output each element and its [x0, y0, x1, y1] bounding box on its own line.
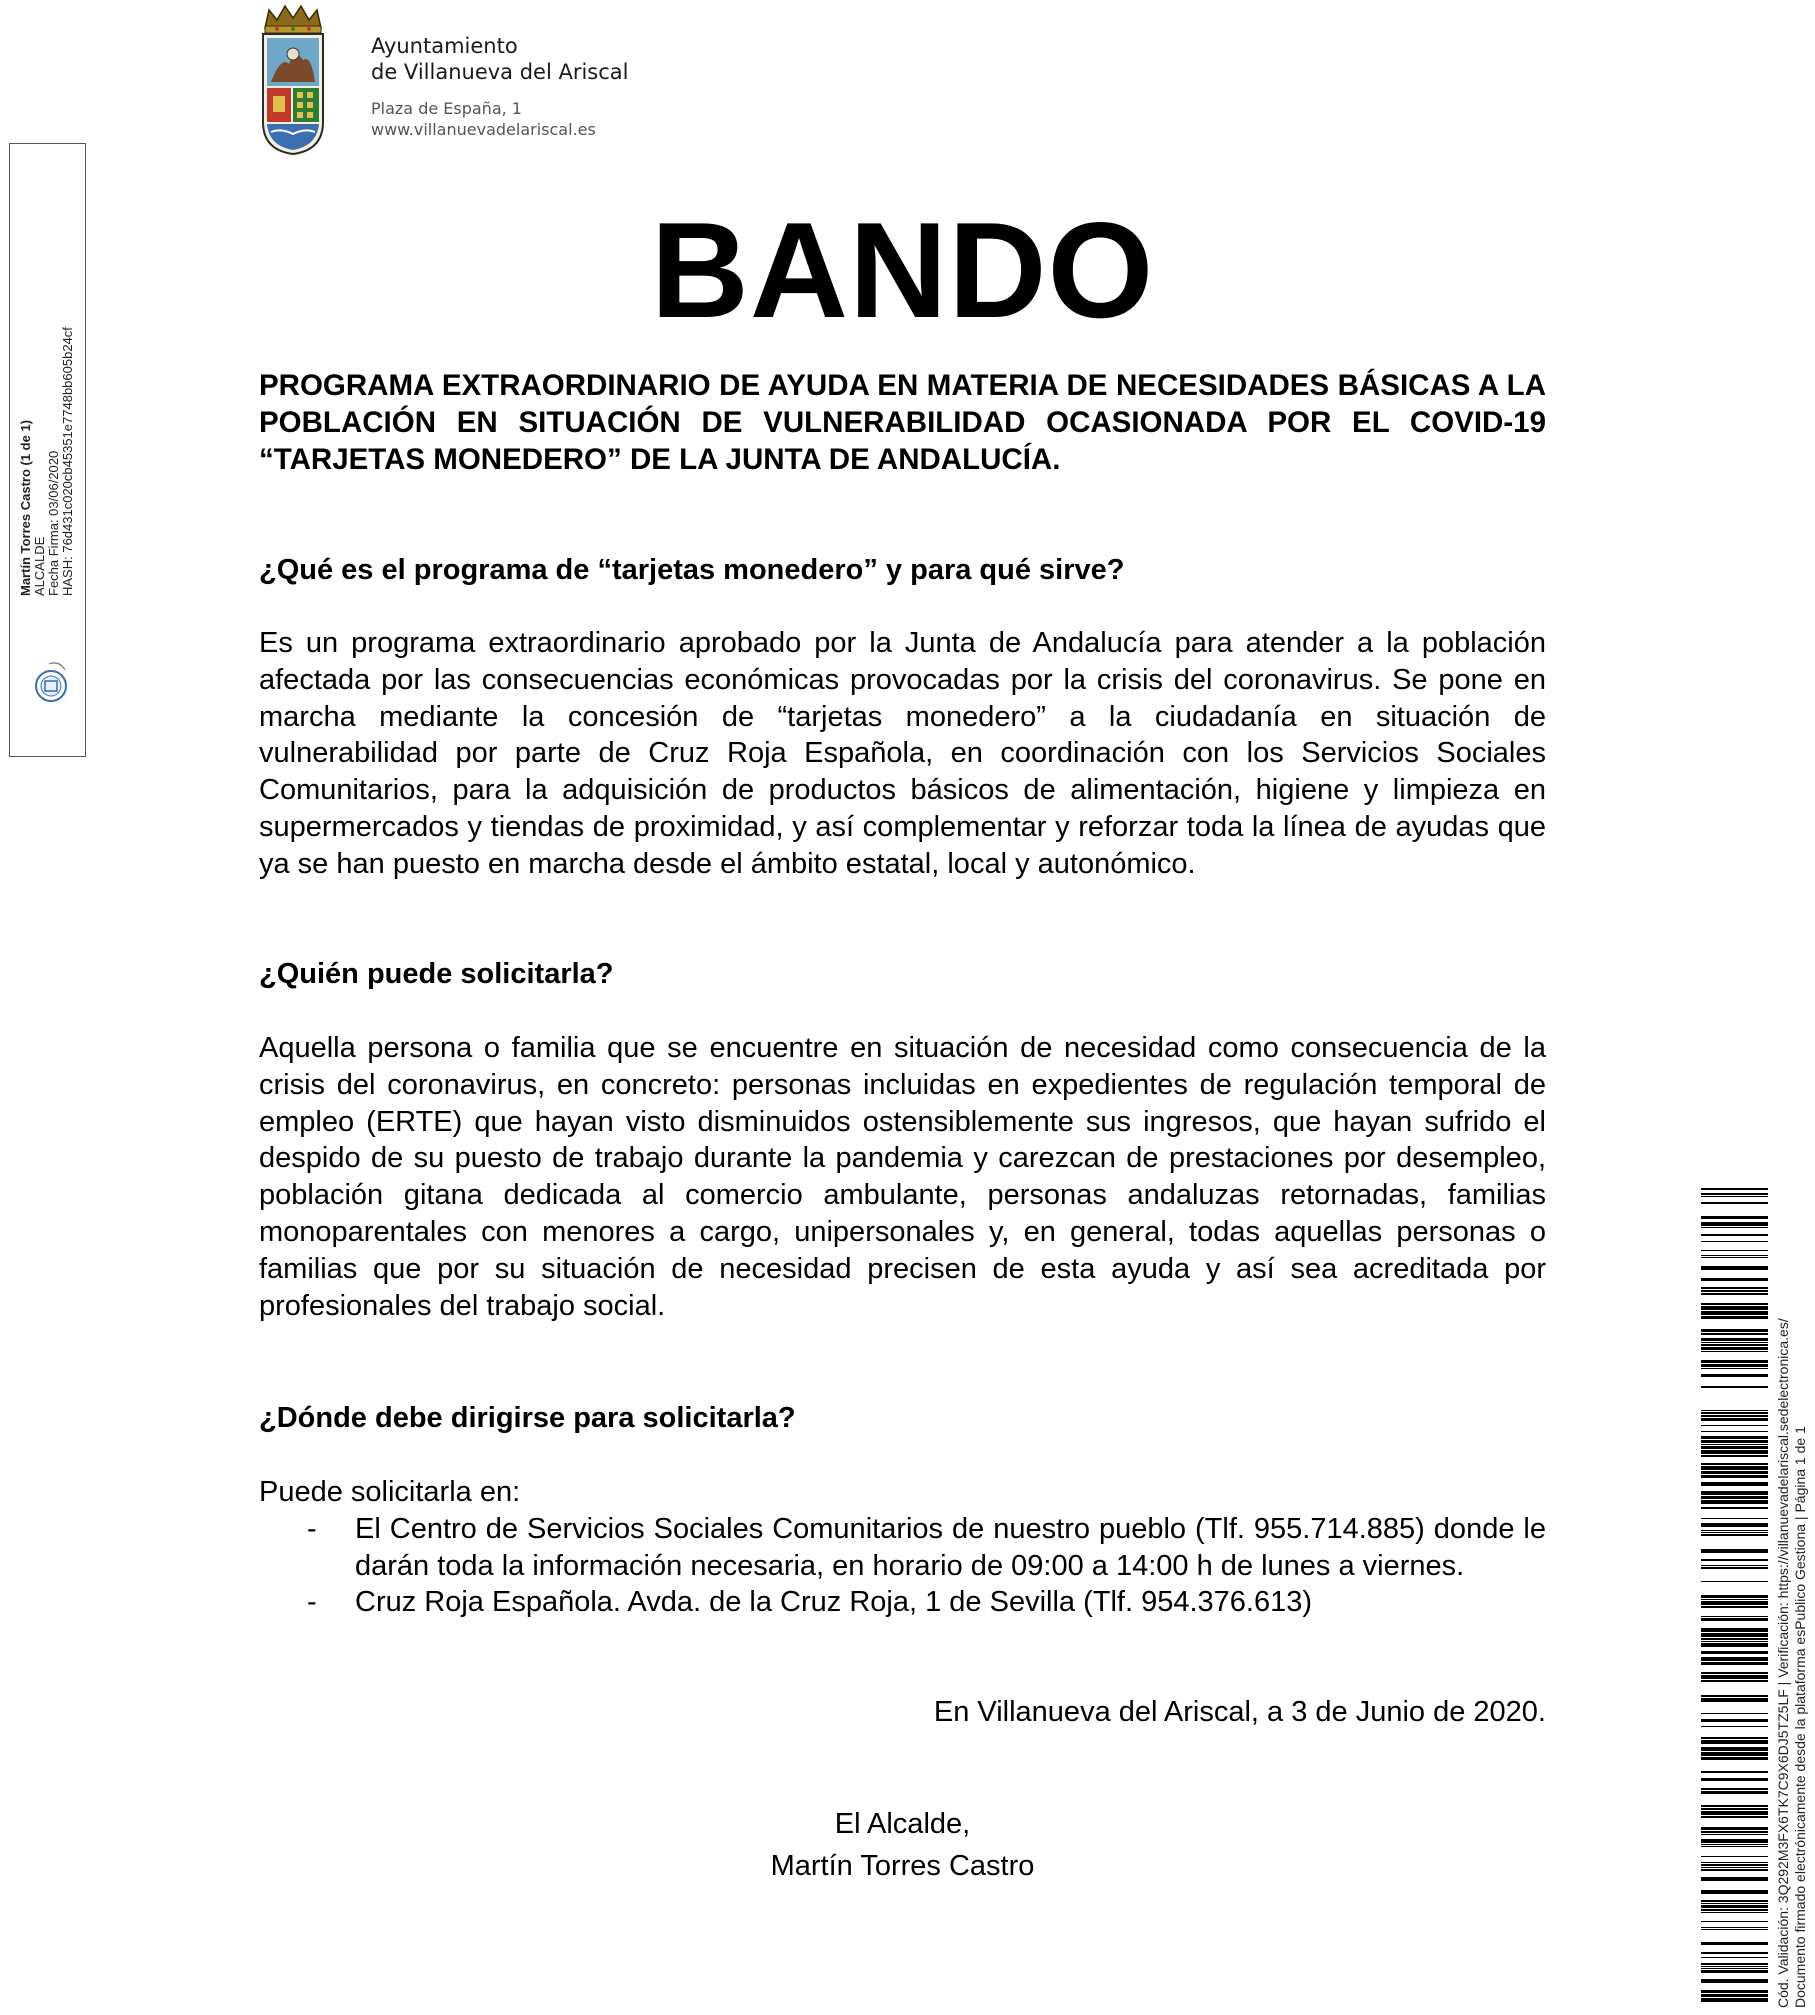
barcode-bar — [1701, 1890, 1768, 1894]
barcode-bar — [1701, 1250, 1768, 1251]
barcode-bar — [1701, 1834, 1768, 1835]
barcode-bar — [1701, 1680, 1768, 1682]
barcode-bar — [1701, 1672, 1768, 1674]
barcode-bar — [1701, 1347, 1768, 1350]
barcode-bar — [1701, 1196, 1768, 1197]
barcode-bar — [1701, 1903, 1768, 1904]
barcode-bar — [1701, 1444, 1768, 1445]
barcode-bar — [1701, 1559, 1768, 1561]
coat-of-arms-icon — [259, 4, 327, 156]
barcode-bar — [1701, 1737, 1768, 1739]
org-website: www.villanuevadelariscal.es — [371, 120, 596, 139]
barcode-bar — [1701, 1565, 1768, 1566]
barcode-bar — [1701, 1241, 1768, 1242]
barcode-bar — [1701, 1507, 1768, 1509]
list-item — [259, 1584, 1546, 1621]
signature-date: Fecha Firma: 03/06/2020 — [46, 450, 61, 596]
verification-line1: Cód. Validación: 3Q292M3FX6TK7C9X6DJ5TZ5LF | Verificación: https://villanuevadelariscal.sedelectronica.es/ — [1775, 1318, 1791, 2008]
section-paragraph-what: Es un programa extraordinario aprobado por la Junta de Andalucía para atender a la población afectada por las consecuencias económicas provocadas por la crisis del coronavirus. Se pone en marcha mediante la concesión de “tarjetas monedero” a la ciudadanía en situación de vulnerabilidad por parte de Cruz Roja Española, en coordinación con los Servicios Sociales Comunitarios, para la adquisición de productos básicos de alimentación, higiene y limpieza en supermercados y tiendas de proximidad, y así complementar y reforzar toda la línea de ayudas que ya se han puesto en marcha desde el ámbito estatal, local y autonómico. — [259, 627, 1546, 880]
barcode-bar — [1701, 1726, 1768, 1727]
barcode-bar — [1701, 1952, 1768, 1954]
barcode-bar — [1701, 1342, 1768, 1343]
barcode-bar — [1701, 1827, 1768, 1830]
barcode-bar — [1701, 1410, 1768, 1411]
barcode-bar — [1701, 1816, 1768, 1818]
barcode-bar — [1701, 1581, 1768, 1582]
barcode-bar — [1701, 1778, 1768, 1781]
barcode-bar — [1701, 1963, 1768, 1965]
barcode-bar — [1701, 1839, 1768, 1843]
list-item — [259, 1511, 1546, 1585]
barcode-bar — [1701, 1844, 1768, 1845]
barcode-bar — [1701, 1425, 1768, 1426]
barcode-bar — [1701, 1927, 1768, 1928]
barcode-bar — [1701, 1266, 1768, 1270]
barcode-bar — [1701, 1864, 1768, 1866]
org-name-line2: de Villanueva del Ariscal — [371, 60, 629, 84]
barcode-bar — [1701, 1257, 1768, 1258]
barcode-bar — [1701, 1788, 1768, 1790]
barcode-bar — [1701, 1364, 1768, 1367]
barcode-bar — [1701, 1475, 1768, 1478]
where-options-list — [259, 1511, 1546, 1621]
barcode-bar — [1701, 1998, 1768, 2002]
barcode-bar — [1701, 1374, 1768, 1377]
option-text: El Centro de Servicios Sociales Comunitarios de nuestro pueblo (Tlf. 955.714.885) donde le darán toda la información necesaria, en horario de 09:00 a 14:00 h de lunes a viernes. — [355, 1512, 1546, 1582]
date-line: En Villanueva del Ariscal, a 3 de Junio de 2020. — [933, 1696, 1546, 1728]
barcode-bar — [1701, 1757, 1768, 1760]
barcode-bar — [1701, 1202, 1768, 1204]
barcode-bar — [1701, 1808, 1768, 1810]
barcode-bar — [1701, 1222, 1768, 1226]
barcode-bar — [1701, 1471, 1768, 1474]
barcode-bar — [1701, 1990, 1768, 1993]
barcode-bar — [1701, 1877, 1768, 1881]
barcode-bar — [1701, 1805, 1768, 1807]
barcode-bar — [1701, 1450, 1768, 1454]
barcode-bar — [1701, 1771, 1768, 1773]
barcode-bar — [1701, 1216, 1768, 1219]
barcode-bar — [1701, 1966, 1768, 1967]
org-address: Plaza de España, 1 — [371, 99, 522, 118]
barcode-bar — [1701, 1979, 1768, 1983]
barcode-bar — [1701, 1227, 1768, 1228]
barcode-bar — [1701, 1455, 1768, 1457]
barcode-bar — [1701, 1415, 1768, 1417]
section-question-where: ¿Dónde debe dirigirse para solicitarla? — [259, 1402, 796, 1434]
barcode-bar — [1701, 1567, 1768, 1569]
signature-name: Martín Torres Castro — [770, 1850, 1035, 1882]
signer-name: Martín Torres Castro (1 de 1) — [18, 419, 33, 596]
verification-line2: Documento firmado electrónicamente desde la plataforma esPublico Gestiona | Página 1 de 1 — [1792, 1426, 1808, 2008]
barcode-bar — [1701, 1909, 1768, 1911]
barcode-bar — [1701, 1638, 1768, 1640]
barcode-bar — [1701, 1968, 1768, 1969]
barcode-bar — [1701, 1344, 1768, 1346]
barcode-icon — [1701, 1188, 1768, 2015]
program-heading: PROGRAMA EXTRAORDINARIO DE AYUDA EN MATERIA DE NECESIDADES BÁSICAS A LA POBLACIÓN EN SITUACIÓN DE VULNERABILIDAD OCASIONADA POR EL COVID-19 “TARJETAS MONEDERO” DE LA JUNTA DE ANDALUCÍA. — [259, 369, 1546, 476]
section-paragraph-who: Aquella persona o familia que se encuentre en situación de necesidad como consecuencia de la crisis del coronavirus, en concreto: personas incluidas en expedientes de regulación temporal de empleo (ERTE) que hayan visto disminuidos ostensiblemente sus ingresos, que hayan sufrido el despido de su puesto de trabajo durante la pandemia y carezcan de prestaciones por desempleo, población gitana dedicada al comercio ambulante, personas andaluzas retornadas, familias monoparentales con menores a cargo, unipersonales y, en general, todas aquellas personas o familias que por su situación de necesidad precisen de esta ayuda y así sea acreditada por profesionales del trabajo social. — [259, 1032, 1546, 1322]
barcode-bar — [1701, 1386, 1768, 1388]
barcode-bar — [1701, 1740, 1768, 1744]
barcode-bar — [1701, 1657, 1768, 1661]
barcode-bar — [1701, 1338, 1768, 1341]
barcode-bar — [1701, 1193, 1768, 1195]
barcode-bar — [1701, 1747, 1768, 1751]
barcode-bar — [1701, 1293, 1768, 1295]
signer-position: ALCALDE — [32, 536, 47, 596]
barcode-bar — [1701, 1616, 1768, 1617]
barcode-bar — [1701, 1752, 1768, 1756]
barcode-bar — [1701, 1921, 1768, 1922]
barcode-bar — [1701, 1234, 1768, 1236]
barcode-bar — [1701, 1811, 1768, 1815]
barcode-bar — [1701, 1601, 1768, 1605]
barcode-bar — [1701, 1846, 1768, 1847]
barcode-bar — [1701, 1436, 1768, 1439]
barcode-bar — [1701, 1463, 1768, 1465]
barcode-bar — [1701, 1957, 1768, 1958]
barcode-bar — [1701, 1675, 1768, 1679]
list-bullet: - — [307, 1586, 317, 1619]
barcode-bar — [1701, 1523, 1768, 1527]
section-question-what: ¿Qué es el programa de “tarjetas monedero” y para qué sirve? — [259, 554, 1125, 586]
barcode-bar — [1701, 1188, 1768, 1190]
barcode-bar — [1701, 1641, 1768, 1642]
barcode-bar — [1701, 1412, 1768, 1414]
section-where-body — [259, 1474, 1546, 1621]
barcode-bar — [1701, 1651, 1768, 1654]
where-intro: Puede solicitarla en: — [259, 1476, 521, 1508]
barcode-bar — [1701, 1255, 1768, 1256]
barcode-bar — [1701, 1431, 1768, 1432]
barcode-bar — [1701, 1306, 1768, 1310]
barcode-bar — [1701, 1532, 1768, 1533]
barcode-bar — [1701, 1791, 1768, 1794]
barcode-bar — [1701, 1518, 1768, 1519]
org-name-line1: Ayuntamiento — [371, 34, 518, 58]
barcode-bar — [1701, 1316, 1768, 1319]
barcode-bar — [1701, 1713, 1768, 1714]
barcode-bar — [1701, 1606, 1768, 1608]
digital-seal-icon — [31, 660, 71, 706]
signature-hash: HASH: 76d431c020cb45351e7748bb605b24cf — [60, 327, 75, 596]
barcode-bar — [1701, 1942, 1768, 1945]
signature-role: El Alcalde, — [834, 1808, 971, 1840]
barcode-bar — [1701, 1290, 1768, 1292]
barcode-bar — [1701, 1491, 1768, 1495]
barcode-bar — [1701, 1599, 1768, 1600]
barcode-bar — [1701, 1618, 1768, 1621]
barcode-bar — [1701, 1329, 1768, 1332]
document-title: BANDO — [650, 194, 1155, 346]
barcode-bar — [1701, 1534, 1768, 1536]
barcode-bar — [1701, 1333, 1768, 1335]
barcode-bar — [1701, 1633, 1768, 1637]
section-question-who: ¿Quién puede solicitarla? — [259, 958, 614, 990]
barcode-bar — [1701, 1530, 1768, 1531]
barcode-bar — [1701, 1994, 1768, 1997]
option-text: Cruz Roja Española. Avda. de la Cruz Roja, 1 de Sevilla (Tlf. 954.376.613) — [355, 1586, 1312, 1619]
barcode-bar — [1701, 1698, 1768, 1702]
barcode-bar — [1701, 1466, 1768, 1470]
list-bullet: - — [307, 1512, 317, 1545]
barcode-bar — [1701, 1929, 1768, 1930]
barcode-bar — [1701, 1278, 1768, 1281]
barcode-bar — [1701, 1905, 1768, 1908]
barcode-bar — [1701, 1440, 1768, 1443]
barcode-bar — [1701, 1628, 1768, 1632]
barcode-bar — [1701, 1831, 1768, 1833]
barcode-bar — [1701, 1549, 1768, 1553]
barcode-bar — [1701, 1867, 1768, 1868]
barcode-bar — [1701, 1500, 1768, 1504]
barcode-bar — [1701, 1446, 1768, 1449]
barcode-bar — [1701, 1643, 1768, 1647]
barcode-bar — [1701, 1496, 1768, 1499]
barcode-bar — [1701, 1900, 1768, 1902]
barcode-bar — [1701, 1287, 1768, 1289]
barcode-bar — [1701, 1368, 1768, 1369]
barcode-bar — [1701, 1912, 1768, 1913]
barcode-bar — [1701, 1482, 1768, 1486]
barcode-bar — [1701, 1418, 1768, 1421]
barcode-bar — [1701, 1856, 1768, 1857]
barcode-bar — [1701, 1719, 1768, 1722]
barcode-bar — [1701, 1970, 1768, 1973]
barcode-bar — [1701, 1869, 1768, 1871]
barcode-bar — [1701, 1595, 1768, 1598]
barcode-bar — [1701, 1662, 1768, 1665]
barcode-bar — [1701, 1351, 1768, 1352]
barcode-bar — [1701, 1695, 1768, 1697]
barcode-bar — [1701, 1303, 1768, 1305]
barcode-bar — [1701, 1311, 1768, 1315]
barcode-bar — [1701, 1862, 1768, 1863]
barcode-bar — [1701, 1360, 1768, 1363]
